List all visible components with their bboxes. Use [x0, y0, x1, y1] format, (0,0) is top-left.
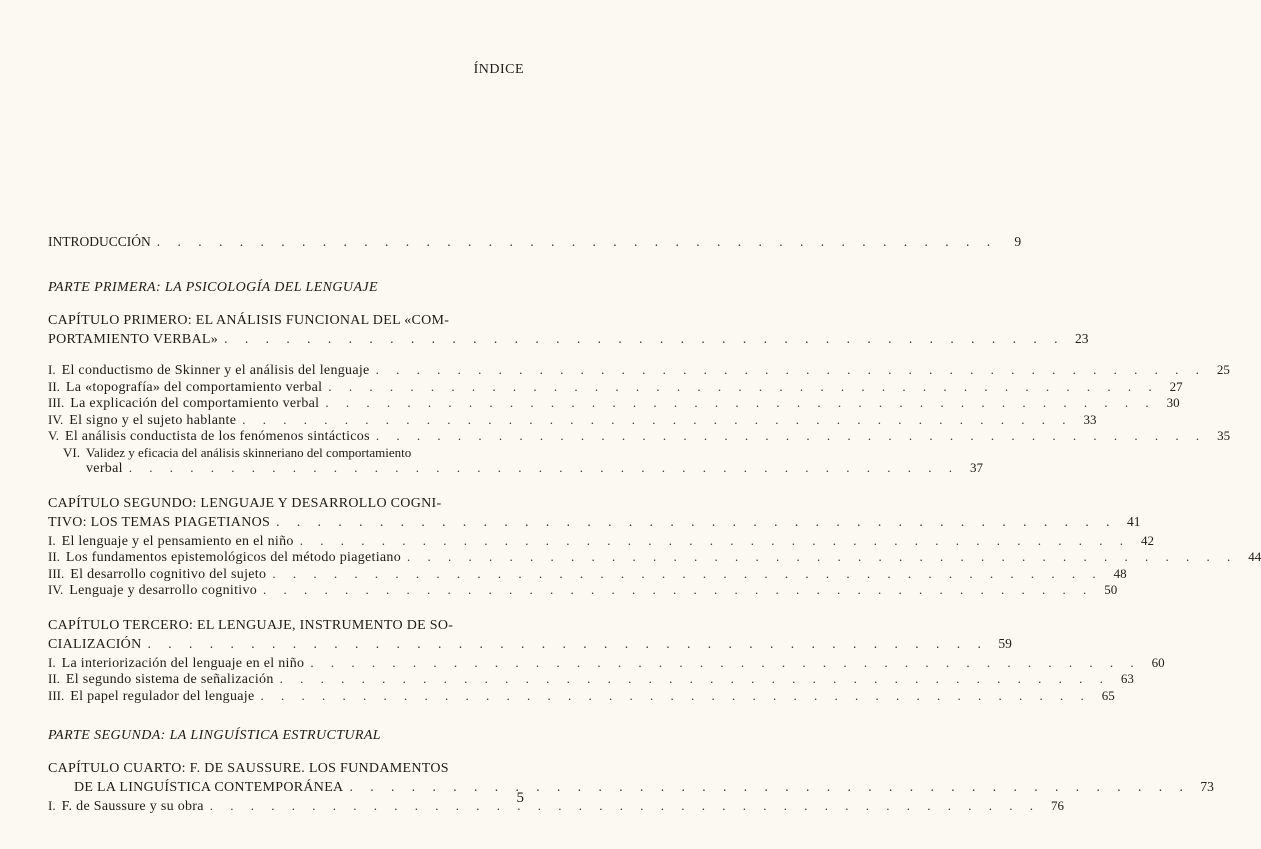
chapter-title-line1[interactable]: CAPÍTULO SEGUNDO: LENGUAJE Y DESARROLLO COGNI-	[48, 495, 442, 511]
section-title: Los fundamentos epistemológicos del método piagetiano	[65, 550, 402, 565]
section-title: El papel regulador del lenguaje	[70, 688, 255, 704]
section-number: IV.	[48, 582, 64, 597]
entry-title: INTRODUCCIÓN	[48, 234, 151, 249]
section-number: IV.	[48, 411, 64, 427]
part-heading-1: PARTE PRIMERA: LA PSICOLOGÍA DEL LENGUAJE	[48, 280, 378, 295]
page-number: 50	[1104, 582, 1118, 597]
section-number: V.	[48, 428, 59, 443]
page-number: 63	[1120, 671, 1134, 686]
dot-leader	[218, 330, 1064, 347]
chapter-title-line2[interactable]	[48, 635, 1012, 653]
toc-section[interactable]	[48, 671, 1134, 688]
section-number: II.	[48, 671, 60, 686]
toc-section[interactable]	[48, 565, 1127, 583]
chapter-1	[48, 312, 1231, 477]
chapter-title-line1[interactable]: CAPÍTULO TERCERO: EL LENGUAJE, INSTRUMENTO DE SO-	[48, 617, 454, 633]
page-number: 44	[1248, 549, 1261, 564]
chapter-title-line1[interactable]: CAPÍTULO CUARTO: F. DE SAUSSURE. LOS FUNDAMENTOS	[48, 761, 449, 776]
dot-leader	[294, 533, 1130, 549]
dot-leader	[236, 412, 1072, 428]
page-number: 48	[1113, 565, 1127, 581]
toc-section[interactable]	[48, 798, 1065, 815]
section-title: El lenguaje y el pensamiento en el niño	[61, 533, 294, 549]
page-number: 25	[1216, 362, 1230, 377]
page-number: 76	[1051, 798, 1065, 813]
dot-leader	[343, 778, 1189, 795]
section-title: La «topografía» del comportamiento verbal	[65, 379, 323, 395]
section-title: El desarrollo cognitivo del sujeto	[70, 566, 267, 582]
section-title: F. de Saussure y su obra	[61, 799, 204, 814]
chapter-title-line2[interactable]	[48, 778, 1214, 796]
dot-leader	[142, 635, 988, 652]
section-number: VI.	[63, 444, 80, 460]
chapter-4	[48, 760, 1214, 815]
chapter-title-line1[interactable]: CAPÍTULO PRIMERO: EL ANÁLISIS FUNCIONAL DEL «COM-	[48, 313, 450, 328]
section-number: I.	[48, 654, 56, 670]
page-number: 42	[1140, 532, 1154, 548]
chapter-1-sections	[48, 362, 1231, 477]
section-title: El conductismo de Skinner y el análisis del lenguaje	[61, 363, 370, 378]
dot-leader	[266, 566, 1102, 582]
section-title: Validez y eficacia del análisis skinneriano del comportamiento	[86, 444, 412, 460]
page-number: 37	[970, 460, 984, 475]
dot-leader	[370, 428, 1206, 444]
dot-leader	[254, 688, 1090, 704]
toc-section[interactable]	[48, 532, 1154, 550]
toc-section[interactable]	[48, 378, 1183, 396]
toc-section[interactable]	[48, 582, 1118, 599]
page-number: 60	[1151, 654, 1165, 670]
entry-title: CIALIZACIÓN	[48, 636, 142, 652]
chapter-title-line2[interactable]	[48, 513, 1141, 531]
section-number: I.	[48, 532, 56, 548]
page-number: 35	[1217, 428, 1231, 443]
toc-entry-introduction[interactable]	[48, 233, 1022, 250]
dot-leader	[123, 460, 959, 476]
dot-leader	[370, 362, 1206, 378]
chapter-3	[48, 617, 1165, 705]
dot-leader	[274, 671, 1110, 687]
table-of-contents	[48, 233, 1261, 821]
part-heading-2: PARTE SEGUNDA: LA LINGUÍSTICA ESTRUCTURAL	[48, 728, 381, 743]
section-number: III.	[48, 395, 65, 410]
page-number: 27	[1169, 378, 1183, 394]
page-number: 23	[1074, 331, 1089, 346]
chapter-2-sections	[48, 532, 1261, 599]
dot-leader	[304, 655, 1140, 671]
page-number: 41	[1127, 513, 1141, 529]
section-title: La interiorización del lenguaje en el niño	[61, 655, 305, 671]
page-folio: 5	[516, 790, 524, 806]
section-number: II.	[48, 549, 60, 564]
dot-leader	[257, 582, 1093, 598]
toc-section[interactable]	[48, 362, 1230, 379]
dot-leader	[204, 798, 1040, 814]
toc-section[interactable]	[48, 428, 1231, 445]
chapter-4-sections	[48, 798, 1065, 815]
chapter-title-line2[interactable]	[48, 330, 1089, 348]
page-number: 33	[1083, 411, 1097, 427]
page-number: 73	[1200, 779, 1214, 794]
entry-title: TIVO: LOS TEMAS PIAGETIANOS	[48, 514, 271, 530]
section-title: Lenguaje y desarrollo cognitivo	[69, 583, 258, 598]
page-number: 30	[1166, 395, 1180, 410]
section-number: III.	[48, 687, 65, 703]
section-number: I.	[48, 362, 56, 377]
dot-leader	[322, 379, 1158, 395]
page-number: 9	[1014, 234, 1022, 249]
toc-section[interactable]	[48, 654, 1165, 672]
section-title: La explicación del comportamiento verbal	[70, 396, 320, 411]
entry-title: DE LA LINGUÍSTICA CONTEMPORÁNEA	[74, 780, 344, 795]
page-number: 59	[998, 635, 1012, 651]
toc-section[interactable]	[48, 395, 1180, 412]
dot-leader	[270, 513, 1116, 530]
chapter-3-sections	[48, 654, 1165, 705]
toc-section[interactable]	[48, 411, 1097, 429]
section-number: II.	[48, 378, 60, 394]
page-number: 65	[1101, 687, 1115, 703]
section-title: El signo y el sujeto hablante	[69, 412, 237, 428]
dot-leader	[151, 233, 997, 250]
toc-section[interactable]	[48, 549, 1261, 566]
section-number: III.	[48, 565, 65, 581]
section-title: El análisis conductista de los fenómenos sintácticos	[64, 429, 370, 444]
dot-leader	[401, 549, 1237, 565]
entry-title: PORTAMIENTO VERBAL»	[48, 332, 219, 347]
page-heading: ÍNDICE	[473, 62, 524, 77]
section-number: I.	[48, 798, 56, 813]
dot-leader	[319, 395, 1155, 411]
toc-section[interactable]	[48, 687, 1115, 705]
section-title: El segundo sistema de señalización	[65, 672, 274, 687]
section-title-continued: verbal	[86, 461, 123, 476]
toc-section[interactable]	[48, 444, 984, 477]
chapter-2	[48, 495, 1261, 599]
